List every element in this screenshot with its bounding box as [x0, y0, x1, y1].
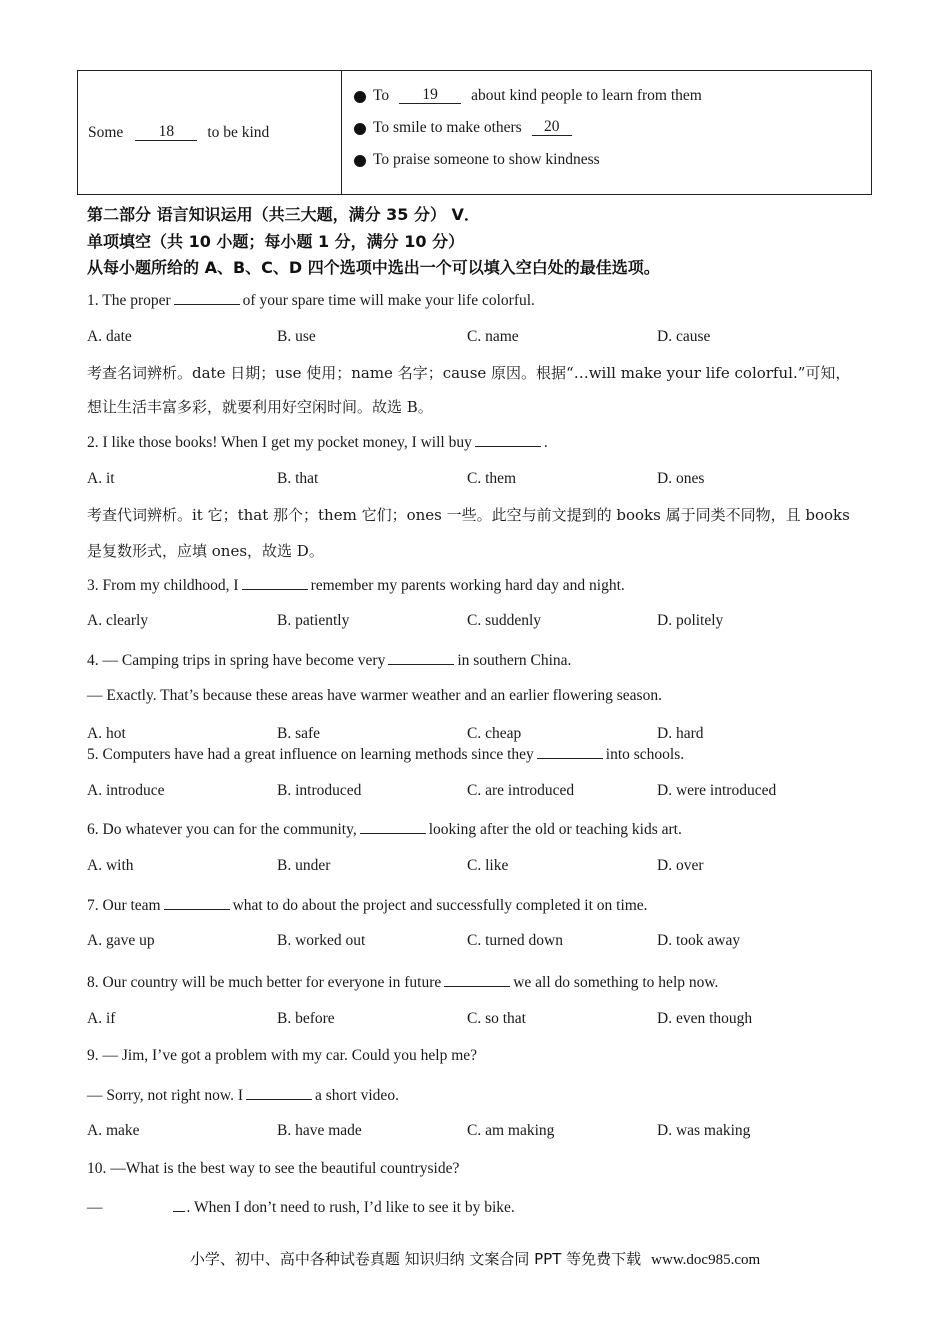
question-text: .	[543, 434, 548, 451]
question-text: looking after the old or teaching kids art.	[428, 821, 682, 838]
options-q4	[87, 725, 847, 743]
option-c[interactable]: C. cheap	[467, 725, 522, 742]
question-text: what to do about the project and successfully completed it on time.	[232, 897, 648, 914]
explanation-q2-line1: 考查代词辨析。it 它；that 那个；them 它们；ones 一些。此空与前文提到的 books 属于同类不同物，且 books	[87, 506, 850, 524]
question-text: we all do something to help now.	[513, 974, 719, 991]
option-b[interactable]: B. worked out	[277, 932, 366, 949]
option-d[interactable]: D. were introduced	[657, 782, 777, 799]
question-7	[87, 895, 648, 915]
option-a[interactable]: A. date	[87, 328, 132, 345]
option-c[interactable]: C. turned down	[467, 932, 564, 949]
options-q2	[87, 470, 847, 488]
answer-blank	[388, 650, 454, 665]
option-c[interactable]: C. are introduced	[467, 782, 575, 799]
blank-19: 19	[399, 87, 461, 104]
options-q3	[87, 612, 847, 630]
blank-20: 20	[532, 119, 572, 136]
bullet-icon	[354, 123, 366, 135]
question-text: 6. Do whatever you can for the community,	[87, 821, 357, 838]
option-d[interactable]: D. cause	[657, 328, 711, 345]
question-3	[87, 575, 625, 595]
question-8	[87, 972, 718, 992]
table-left-cell	[78, 71, 342, 194]
question-text: — Sorry, not right now. I	[87, 1087, 243, 1104]
question-text: of your spare time will make your life colorful.	[242, 292, 535, 309]
table-right-cell	[342, 71, 871, 194]
answer-blank	[242, 575, 308, 590]
option-b[interactable]: B. patiently	[277, 612, 350, 629]
table-left-suffix: to be kind	[207, 123, 270, 141]
option-c[interactable]: C. name	[467, 328, 519, 345]
option-c[interactable]: C. like	[467, 857, 509, 874]
answer-blank	[444, 972, 510, 987]
table-bullet-row	[354, 87, 871, 119]
blank-18: 18	[135, 124, 197, 141]
bullet-text: To	[373, 87, 390, 104]
option-b[interactable]: B. have made	[277, 1122, 362, 1139]
options-q1	[87, 328, 847, 346]
question-9: 9. — Jim, I’ve got a problem with my car. Could you help me?	[87, 1047, 478, 1064]
question-9-reply	[87, 1085, 399, 1105]
question-4-reply: — Exactly. That’s because these areas have warmer weather and an earlier flowering season.	[87, 687, 662, 704]
question-text: 7. Our team	[87, 897, 161, 914]
option-d[interactable]: D. even though	[657, 1010, 753, 1027]
question-1	[87, 290, 535, 310]
table-bullet-row	[354, 151, 871, 183]
question-4	[87, 650, 571, 670]
table-left-prefix: Some	[88, 123, 124, 141]
option-c[interactable]: C. so that	[467, 1010, 526, 1027]
explanation-q2-line2: 是复数形式，应填 ones，故选 D。	[87, 542, 324, 560]
bullet-text: To smile to make others	[373, 119, 522, 136]
options-q7	[87, 932, 847, 950]
section-title: 第二部分 语言知识运用（共三大题，满分 35 分） Ⅴ．	[87, 205, 480, 224]
explanation-q1-line1: 考查名词辨析。date 日期；use 使用；name 名字；cause 原因。根据“…will make your life colorful.”可知，	[87, 364, 851, 382]
option-d[interactable]: D. over	[657, 857, 704, 874]
option-d[interactable]: D. was making	[657, 1122, 751, 1139]
options-q6	[87, 857, 847, 875]
option-a[interactable]: A. it	[87, 470, 115, 487]
section-instruction: 从每小题所给的 A、B、C、D 四个选项中选出一个可以填入空白处的最佳选项。	[87, 258, 660, 277]
question-text: into schools.	[605, 746, 685, 763]
question-6	[87, 819, 682, 839]
explanation-q1-line2: 想让生活丰富多彩，就要利用好空闲时间。故选 B。	[87, 398, 433, 416]
option-d[interactable]: D. hard	[657, 725, 704, 742]
answer-blank	[475, 432, 541, 447]
options-q8	[87, 1010, 847, 1028]
option-b[interactable]: B. before	[277, 1010, 335, 1027]
footer-link[interactable]: www.doc985.com	[651, 1252, 761, 1268]
option-a[interactable]: A. hot	[87, 725, 126, 742]
section-subtitle: 单项填空（共 10 小题；每小题 1 分，满分 10 分）	[87, 232, 465, 251]
question-text: a short video.	[315, 1087, 399, 1104]
bullet-icon	[354, 155, 366, 167]
table-bullet-row	[354, 119, 871, 151]
question-text: 8. Our country will be much better for everyone in future	[87, 974, 442, 991]
answer-blank	[360, 819, 426, 834]
option-a[interactable]: A. make	[87, 1122, 140, 1139]
option-c[interactable]: C. am making	[467, 1122, 555, 1139]
question-10: 10. —What is the best way to see the beautiful countryside?	[87, 1160, 460, 1177]
answer-blank	[174, 290, 240, 305]
option-d[interactable]: D. took away	[657, 932, 741, 949]
option-c[interactable]: C. suddenly	[467, 612, 542, 629]
question-text: 4. — Camping trips in spring have become very	[87, 652, 386, 669]
option-a[interactable]: A. gave up	[87, 932, 155, 949]
answer-table	[77, 70, 872, 195]
answer-blank	[173, 1197, 185, 1212]
question-text: —	[87, 1199, 103, 1216]
page-footer	[0, 1248, 950, 1269]
question-text: remember my parents working hard day and night.	[310, 577, 625, 594]
bullet-text: about kind people to learn from them	[471, 87, 702, 104]
option-d[interactable]: D. politely	[657, 612, 724, 629]
question-text: 2. I like those books! When I get my pocket money, I will buy	[87, 434, 472, 451]
option-c[interactable]: C. them	[467, 470, 517, 487]
bullet-text: To praise someone to show kindness	[373, 151, 600, 168]
bullet-icon	[354, 91, 366, 103]
option-d[interactable]: D. ones	[657, 470, 705, 487]
question-text: 1. The proper	[87, 292, 171, 309]
footer-text: 小学、初中、高中各种试卷真题 知识归纳 文案合同 PPT 等免费下载	[189, 1250, 642, 1268]
option-b[interactable]: B. that	[277, 470, 319, 487]
answer-blank	[164, 895, 230, 910]
answer-blank	[537, 744, 603, 759]
option-a[interactable]: A. clearly	[87, 612, 149, 629]
option-b[interactable]: B. under	[277, 857, 331, 874]
options-q9	[87, 1122, 847, 1140]
option-a[interactable]: A. with	[87, 857, 134, 874]
question-text: 3. From my childhood, I	[87, 577, 239, 594]
question-text: . When I don’t need to rush, I’d like to see it by bike.	[186, 1199, 515, 1216]
option-b[interactable]: B. use	[277, 328, 316, 345]
question-10-reply	[87, 1197, 515, 1217]
options-q5	[87, 782, 847, 800]
answer-blank	[246, 1085, 312, 1100]
option-b[interactable]: B. safe	[277, 725, 321, 742]
option-a[interactable]: A. introduce	[87, 782, 165, 799]
question-text: 5. Computers have had a great influence on learning methods since they	[87, 746, 534, 763]
question-text: in southern China.	[457, 652, 572, 669]
option-b[interactable]: B. introduced	[277, 782, 362, 799]
question-2	[87, 432, 548, 452]
option-a[interactable]: A. if	[87, 1010, 116, 1027]
question-5	[87, 744, 684, 764]
